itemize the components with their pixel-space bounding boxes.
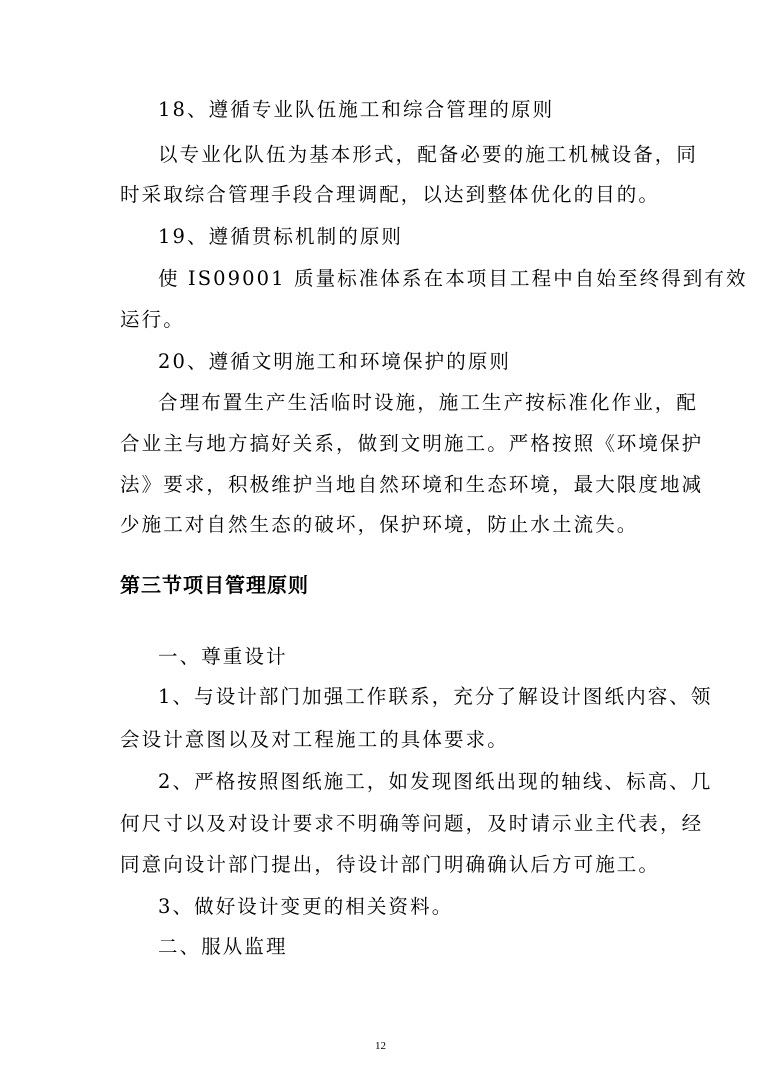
paragraph-line: 2、严格按照图纸施工，如发现图纸出现的轴线、标高、几 (158, 770, 713, 793)
page-number: 12 (375, 1040, 386, 1052)
paragraph-line: 会设计意图以及对工程施工的具体要求。 (120, 728, 509, 751)
paragraph-line: 运行。 (120, 308, 185, 331)
paragraph-line: 3、做好设计变更的相关资料。 (158, 895, 454, 918)
paragraph-line: 以专业化队伍为基本形式，配备必要的施工机械设备，同 (158, 143, 699, 166)
paragraph-line: 合理布置生产生活临时设施，施工生产按标准化作业，配 (158, 391, 699, 414)
subheading-20: 20、遵循文明施工和环境保护的原则 (158, 350, 512, 373)
paragraph-line: 合业主与地方搞好关系，做到文明施工。严格按照《环境保护 (120, 432, 704, 455)
paragraph-line: 1、与设计部门加强工作联系，充分了解设计图纸内容、领 (158, 685, 713, 708)
paragraph-line: 何尺寸以及对设计要求不明确等问题，及时请示业主代表，经 (120, 812, 704, 835)
paragraph-line: 使 IS09001 质量标准体系在本项目工程中自始至终得到有效 (158, 267, 748, 290)
paragraph-line: 少施工对自然生态的破坏，保护环境，防止水土流失。 (120, 513, 639, 536)
subheading-respect-design: 一、尊重设计 (158, 645, 288, 668)
section-heading: 第三节项目管理原则 (120, 573, 309, 597)
paragraph-line: 同意向设计部门提出，待设计部门明确确认后方可施工。 (120, 853, 661, 876)
paragraph-line: 法》要求，积极维护当地自然环境和生态环境，最大限度地减 (120, 473, 704, 496)
subheading-19: 19、遵循贯标机制的原则 (158, 225, 404, 248)
subheading-obey-supervision: 二、服从监理 (158, 935, 288, 958)
subheading-18: 18、遵循专业队伍施工和综合管理的原则 (158, 98, 555, 121)
paragraph-line: 时采取综合管理手段合理调配，以达到整体优化的目的。 (120, 183, 661, 206)
